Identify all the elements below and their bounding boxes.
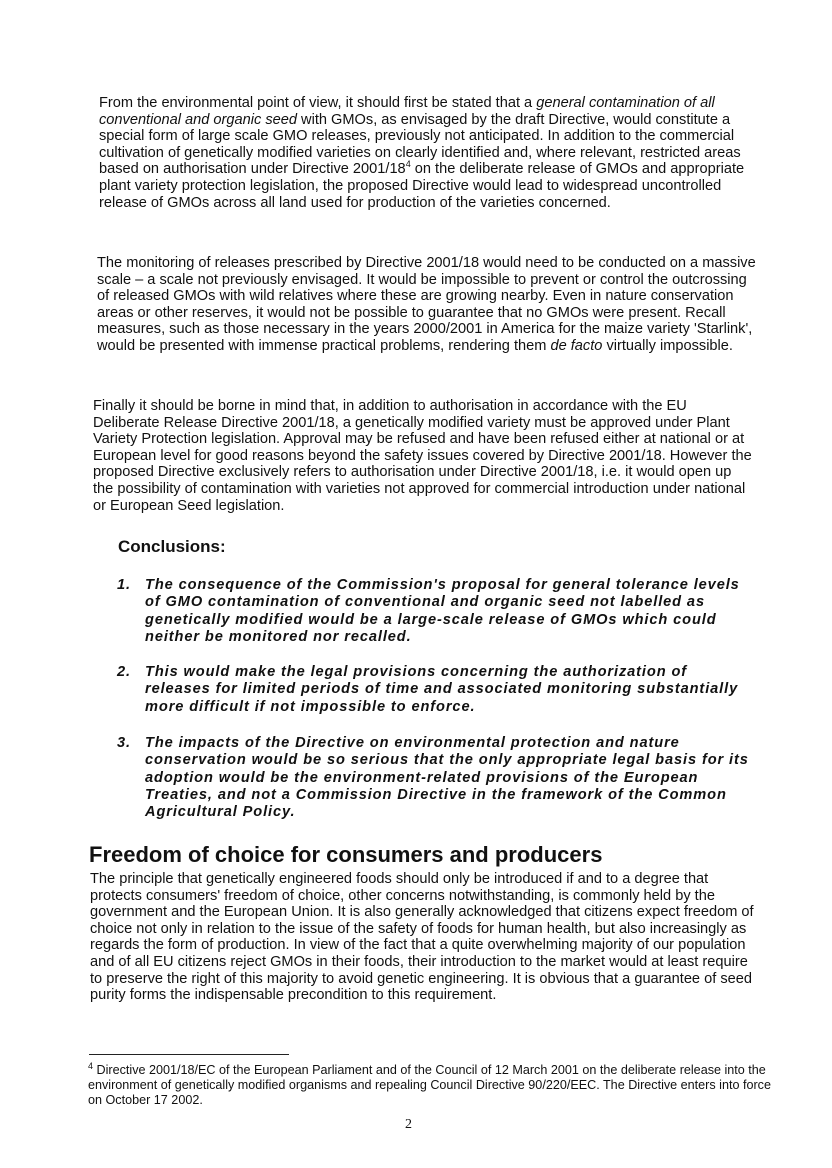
conclusion-item-1 — [117, 577, 757, 646]
footnote-text: Directive 2001/18/EC of the European Parliament and of the Council of 12 March 2001 on the deliberate release into the environment of genetically modified organisms and repealing Council Directive 90/220/EEC. The Directive enters into force on October 17 2002. — [88, 1063, 771, 1107]
paragraph-text: with GMOs, as envisaged by the draft Directive, would constitute a special form of large scale GMO releases, previously not anticipated. In addition to the commercial cultivation of genetically modified varieties on clearly identified and, where relevant, restricted areas based on authorisation under Directive 2001/18 — [99, 111, 741, 178]
body-paragraph-approval: Finally it should be borne in mind that, in addition to authorisation in accordance with the EU Deliberate Release Directive 2001/18, a genetically modified variety must be approved under Plant Variety Protection legislation. Approval may be refused and have been refused either at national or at European level for good reasons beyond the safety issues covered by Directive 2001/18. However the proposed Directive exclusively refers to authorisation under Directive 2001/18, i.e. it would open up the possibility of contamination with varieties not approved for commercial introduction under national or European Seed legislation. — [93, 398, 752, 514]
conclusions-heading: Conclusions: — [118, 537, 226, 556]
paragraph-text: virtually impossible. — [602, 337, 733, 354]
conclusion-number: 2. — [117, 664, 131, 680]
conclusion-item-2 — [117, 664, 757, 716]
paragraph-text: From the environmental point of view, it should first be stated that a — [99, 95, 537, 111]
page-number: 2 — [405, 1117, 412, 1132]
section-heading: Freedom of choice for consumers and producers — [89, 842, 603, 867]
conclusion-text: This would make the legal provisions concerning the authorization of releases for limited periods of time and associated monitoring substantially more difficult if not impossible to enforce. — [145, 664, 739, 715]
emphasis-text: de facto — [550, 337, 603, 354]
conclusion-item-3 — [117, 735, 757, 821]
paragraph-text: on the deliberate release of GMOs and appropriate plant variety protection legislation, the proposed Directive would lead to widespread uncontrolled release of GMOs across all land used for production of the varieties concerned. — [99, 161, 745, 211]
footnote-reference[interactable]: 4 — [405, 159, 411, 170]
body-paragraph-environment — [99, 95, 757, 211]
emphasis-text: general contamination of all conventional and organic seed — [99, 95, 715, 128]
conclusion-number: 1. — [117, 577, 131, 593]
conclusion-text: The consequence of the Commission's proposal for general tolerance levels of GMO contamination of conventional and organic seed not labelled as genetically modified would be a large-scale release of GMOs which could neither be monitored nor recalled. — [145, 577, 740, 645]
footnote — [88, 1060, 788, 1108]
body-paragraph-freedom-of-choice: The principle that genetically engineered foods should only be introduced if and to a degree that protects consumers' freedom of choice, other concerns notwithstanding, is commonly held by the government and the European Union. It is also generally acknowledged that citizens expect freedom of choice not only in relation to the issue of the safety of foods for human health, but also increasingly as regards the form of production. In view of the fact that a quite overwhelming majority of our population and of all EU citizens reject GMOs in their foods, their introduction to the market would at least require to preserve the right of this majority to avoid genetic engineering. It is obvious that a guarantee of seed purity forms the indispensable precondition to this requirement. — [90, 871, 754, 1004]
conclusion-number: 3. — [117, 735, 131, 751]
body-paragraph-monitoring — [97, 255, 760, 355]
footnote-marker: 4 — [88, 1060, 94, 1071]
footnote-divider — [89, 1054, 289, 1055]
conclusion-text: The impacts of the Directive on environmental protection and nature conservation would be so serious that the only appropriate legal basis for its adoption would be the environment-related provisions of the European Treaties, and not a Commission Directive in the framework of the Common Agricultural Policy. — [145, 735, 749, 821]
paragraph-text: The monitoring of releases prescribed by Directive 2001/18 would need to be conducted on a massive scale – a scale not previously envisaged. It would be impossible to prevent or control the outcrossing of released GMOs with wild relatives where these are growing nearby. Even in nature conservation areas or other reserves, it would not be possible to guarantee that no GMOs were present. Recall measures, such as those necessary in the years 2000/2001 in America for the maize variety 'Starlink', would be presented with immense practical problems, rendering them — [97, 255, 756, 354]
